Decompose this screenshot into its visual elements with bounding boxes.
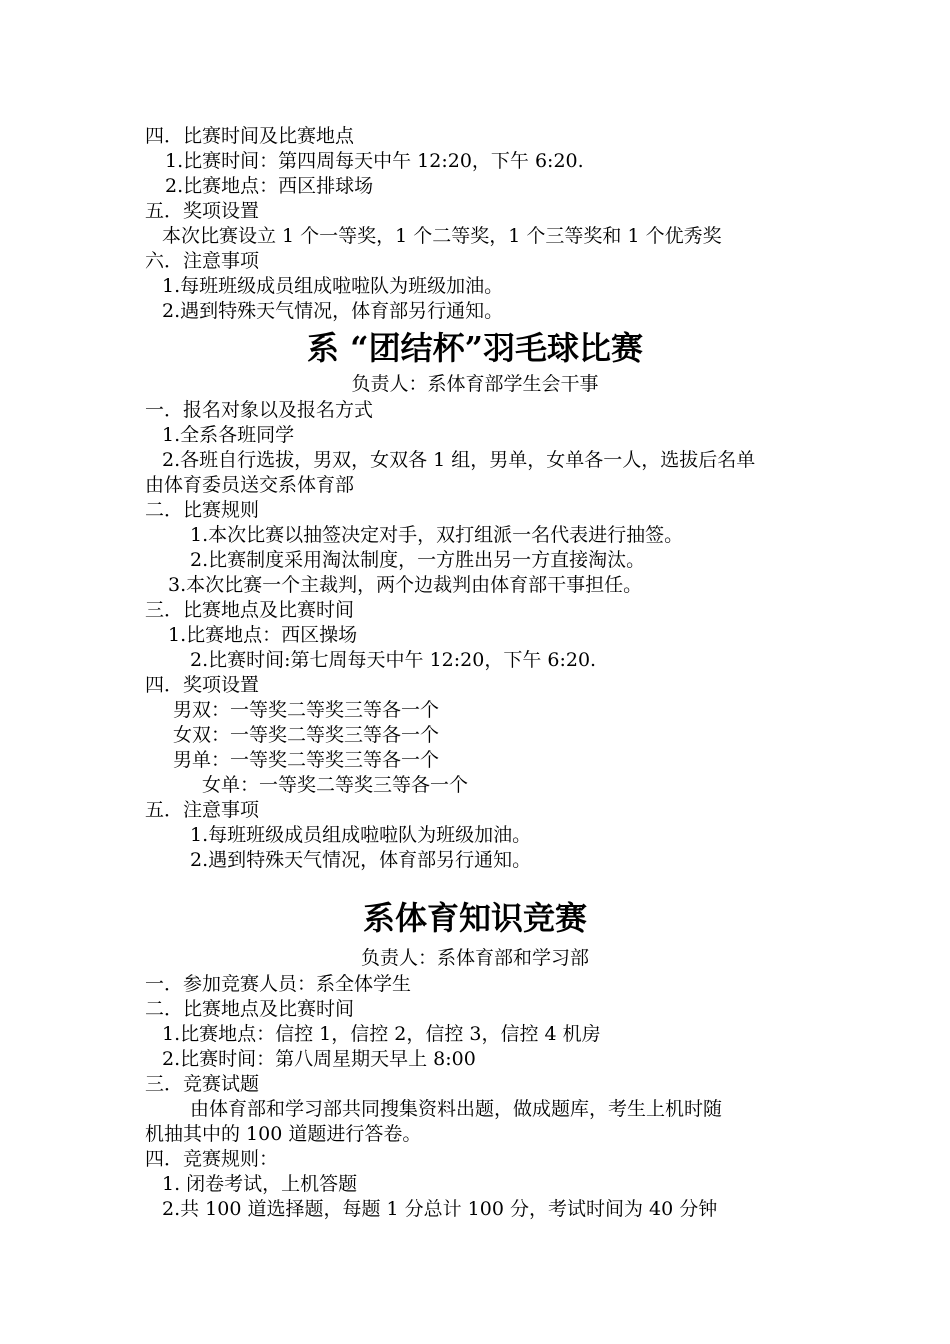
list-item: 2.遇到特殊天气情况，体育部另行通知。 [162,300,504,322]
list-item: 1.比赛时间：第四周每天中午 12:20，下午 6:20. [165,150,584,172]
list-item: 1.每班班级成员组成啦啦队为班级加油。 [190,824,532,846]
list-item: 1.每班班级成员组成啦啦队为班级加油。 [162,275,504,297]
knowledge-title: 系体育知识竞赛 [362,899,587,937]
list-item: 2.遇到特殊天气情况，体育部另行通知。 [190,849,532,871]
list-item: 1.本次比赛以抽签决定对手，双打组派一名代表进行抽签。 [190,524,684,546]
list-item: 3.本次比赛一个主裁判，两个边裁判由体育部干事担任。 [168,574,643,596]
list-item: 2.比赛时间:第七周每天中午 12:20，下午 6:20. [190,649,597,671]
heading: 三．比赛地点及比赛时间 [145,599,355,621]
list-item: 2.共 100 道选择题，每题 1 分总计 100 分，考试时间为 40 分钟 [162,1198,718,1220]
badminton-title: 系 “团结杯”羽毛球比赛 [307,329,643,367]
heading: 一．报名对象以及报名方式 [145,399,374,421]
list-item: 2.比赛地点：西区排球场 [165,175,374,197]
list-item: 1.比赛地点：西区操场 [168,624,358,646]
heading: 二．比赛地点及比赛时间 [145,998,355,1020]
list-item: 1. 闭卷考试，上机答题 [162,1173,358,1195]
heading: 三．竞赛试题 [145,1073,260,1095]
award-item: 女双：一等奖二等奖三等各一个 [173,724,440,746]
heading: 二．比赛规则 [145,499,260,521]
award-item: 男单：一等奖二等奖三等各一个 [173,749,440,771]
heading-five: 五．奖项设置 [145,200,260,222]
award-item: 男双：一等奖二等奖三等各一个 [173,699,440,721]
list-item: 2.比赛制度采用淘汰制度，一方胜出另一方直接淘汰。 [190,549,646,571]
paragraph-continued: 机抽其中的 100 道题进行答卷。 [145,1123,422,1145]
heading: 四．竞赛规则： [145,1148,279,1170]
heading: 一．参加竞赛人员：系全体学生 [145,973,412,995]
award-item: 女单：一等奖二等奖三等各一个 [202,774,469,796]
badminton-responsible: 负责人：系体育部学生会干事 [351,373,599,395]
knowledge-responsible: 负责人：系体育部和学习部 [360,947,589,969]
heading-six: 六．注意事项 [145,250,260,272]
paragraph: 本次比赛设立 1 个一等奖，1 个二等奖，1 个三等奖和 1 个优秀奖 [162,225,722,247]
paragraph: 由体育部和学习部共同搜集资料出题，做成题库，考生上机时随 [190,1098,723,1120]
heading-four: 四．比赛时间及比赛地点 [145,125,355,147]
list-item: 2.比赛时间：第八周星期天早上 8:00 [162,1048,476,1070]
heading: 四．奖项设置 [145,674,260,696]
list-item-continued: 由体育委员送交系体育部 [145,474,355,496]
list-item: 1.比赛地点：信控 1，信控 2，信控 3，信控 4 机房 [162,1023,601,1045]
list-item: 1.全系各班同学 [162,424,295,446]
list-item: 2.各班自行选拔，男双，女双各 1 组，男单，女单各一人，选拔后名单 [162,449,756,471]
heading: 五．注意事项 [145,799,260,821]
